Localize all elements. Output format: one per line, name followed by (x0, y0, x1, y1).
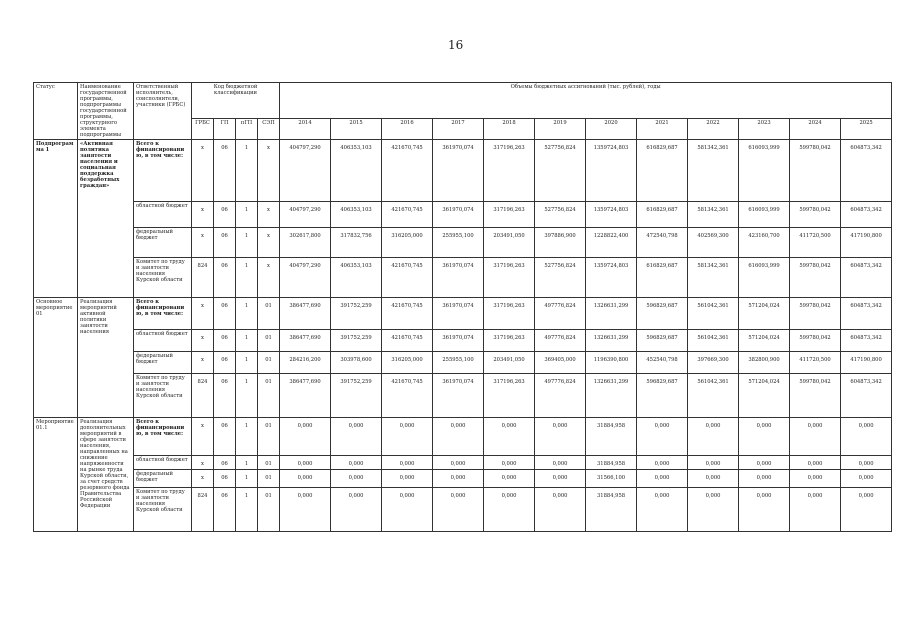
row-value: 581342,361 (688, 258, 739, 298)
row-gp: 06 (214, 470, 236, 488)
row-value: 0,000 (739, 488, 790, 532)
row-value: 0,000 (382, 418, 433, 456)
row-value: 404797,290 (280, 140, 331, 202)
row-value: 0,000 (484, 456, 535, 470)
row-value: 421670,745 (382, 374, 433, 418)
row-value: 616093,999 (739, 140, 790, 202)
row-value: 421670,745 (382, 202, 433, 228)
row-executor: Всего к финансированию, в том числе: (134, 298, 192, 330)
row-value: 596829,687 (637, 330, 688, 352)
row-value: 604873,342 (841, 330, 892, 352)
row-value: 386477,690 (280, 330, 331, 352)
row-value: 599780,042 (790, 258, 841, 298)
row-value: 561042,361 (688, 330, 739, 352)
table-row (34, 298, 892, 330)
row-value: 596829,687 (637, 298, 688, 330)
header-code: СЭП (258, 118, 280, 139)
row-sep: 01 (258, 298, 280, 330)
row-value: 0,000 (484, 488, 535, 532)
row-value: 317196,263 (484, 140, 535, 202)
row-value: 411720,500 (790, 228, 841, 258)
row-value: 581342,361 (688, 140, 739, 202)
row-value: 317832,756 (331, 228, 382, 258)
row-value: 421670,745 (382, 298, 433, 330)
row-value: 0,000 (433, 418, 484, 456)
row-value: 0,000 (433, 456, 484, 470)
header-status: Статус (34, 83, 78, 140)
row-executor: Всего к финансированию, в том числе: (134, 418, 192, 456)
row-value: 0,000 (280, 456, 331, 470)
row-value: 1326631,299 (586, 298, 637, 330)
header-year: 2021 (637, 118, 688, 139)
table-row (34, 456, 892, 470)
row-value: 616093,999 (739, 202, 790, 228)
row-name: Реализация мероприятий активной политики занятости населения (78, 298, 134, 418)
row-sep: 01 (258, 488, 280, 532)
row-value: 527756,824 (535, 140, 586, 202)
row-sep: х (258, 140, 280, 202)
table-row (34, 418, 892, 456)
header-year: 2015 (331, 118, 382, 139)
row-grbs: х (192, 330, 214, 352)
header-year: 2014 (280, 118, 331, 139)
row-executor: областной бюджет (134, 330, 192, 352)
row-value: 0,000 (841, 418, 892, 456)
row-value: 0,000 (535, 418, 586, 456)
row-value: 599780,042 (790, 202, 841, 228)
row-value: 417190,800 (841, 228, 892, 258)
row-grbs: 824 (192, 374, 214, 418)
row-grbs: х (192, 352, 214, 374)
row-value: 599780,042 (790, 374, 841, 418)
row-value: 411720,500 (790, 352, 841, 374)
row-value: 561042,361 (688, 298, 739, 330)
row-value: 31884,958 (586, 418, 637, 456)
row-sep: 01 (258, 470, 280, 488)
row-executor: Комитет по труду и занятости населения Курской области (134, 374, 192, 418)
row-value: 317196,263 (484, 330, 535, 352)
row-value: 406353,103 (331, 202, 382, 228)
row-sep: х (258, 258, 280, 298)
table-row (34, 330, 892, 352)
row-grbs: х (192, 470, 214, 488)
row-value: 581342,361 (688, 202, 739, 228)
row-value: 1326631,299 (586, 374, 637, 418)
row-executor: федеральный бюджет (134, 228, 192, 258)
row-value: 0,000 (688, 470, 739, 488)
table-row (34, 352, 892, 374)
row-value: 616829,687 (637, 258, 688, 298)
row-value: 361970,074 (433, 140, 484, 202)
row-value: 452540,798 (637, 352, 688, 374)
row-value: 497776,824 (535, 298, 586, 330)
row-value: 0,000 (484, 470, 535, 488)
row-value: 604873,342 (841, 374, 892, 418)
header-name: Наименование государственной программы, подпрограммы государственной программы, структурного элемента подпрограммы (78, 83, 134, 140)
row-executor: Комитет по труду и занятости населения Курской области (134, 488, 192, 532)
row-value: 255955,100 (433, 228, 484, 258)
row-pgp: 1 (236, 228, 258, 258)
row-value: 0,000 (688, 488, 739, 532)
header-year: 2018 (484, 118, 535, 139)
row-value: 316205,000 (382, 352, 433, 374)
row-grbs: 824 (192, 258, 214, 298)
row-value: 0,000 (637, 456, 688, 470)
row-executor: федеральный бюджет (134, 352, 192, 374)
row-value: 203491,050 (484, 352, 535, 374)
row-value: 382800,900 (739, 352, 790, 374)
row-status: Подпрограмма 1 (34, 140, 78, 298)
row-name: Реализация дополнительных мероприятий в сфере занятости населения, направленных на снижение напряженности на рынке труда Курской области, за счет средств резервного фонда Правительства Российской Федерации (78, 418, 134, 532)
row-value: 0,000 (790, 456, 841, 470)
table-row (34, 374, 892, 418)
row-gp: 06 (214, 352, 236, 374)
row-value: 0,000 (790, 470, 841, 488)
row-name: «Активная политика занятости населения и социальная поддержка безработных граждан» (78, 140, 134, 298)
row-value: 0,000 (280, 418, 331, 456)
row-value: 1326631,299 (586, 330, 637, 352)
row-value: 391752,259 (331, 330, 382, 352)
row-value: 404797,290 (280, 202, 331, 228)
table-row (34, 140, 892, 202)
row-executor: федеральный бюджет (134, 470, 192, 488)
row-value: 616829,687 (637, 140, 688, 202)
table-body (34, 140, 892, 532)
header-year: 2022 (688, 118, 739, 139)
row-value: 317196,263 (484, 298, 535, 330)
row-grbs: х (192, 202, 214, 228)
header-code: пГП (236, 118, 258, 139)
row-value: 0,000 (637, 488, 688, 532)
table-row (34, 202, 892, 228)
row-value: 571204,024 (739, 298, 790, 330)
row-value: 0,000 (739, 470, 790, 488)
row-pgp: 1 (236, 456, 258, 470)
row-value: 317196,263 (484, 202, 535, 228)
row-value: 527756,824 (535, 258, 586, 298)
row-value: 497776,824 (535, 374, 586, 418)
row-value: 0,000 (433, 488, 484, 532)
row-value: 1359724,803 (586, 140, 637, 202)
row-value: 571204,024 (739, 330, 790, 352)
row-value: 0,000 (688, 418, 739, 456)
row-sep: 01 (258, 352, 280, 374)
row-pgp: 1 (236, 202, 258, 228)
row-value: 0,000 (841, 470, 892, 488)
table-row (34, 470, 892, 488)
row-pgp: 1 (236, 488, 258, 532)
row-sep: 01 (258, 374, 280, 418)
table-row (34, 258, 892, 298)
row-value: 406353,103 (331, 258, 382, 298)
row-value: 0,000 (331, 488, 382, 532)
row-grbs: х (192, 456, 214, 470)
row-grbs: х (192, 140, 214, 202)
row-value: 31566,100 (586, 470, 637, 488)
row-pgp: 1 (236, 352, 258, 374)
row-value: 0,000 (331, 418, 382, 456)
row-value: 0,000 (688, 456, 739, 470)
row-value: 1359724,803 (586, 202, 637, 228)
row-value: 0,000 (280, 470, 331, 488)
row-value: 527756,824 (535, 202, 586, 228)
row-value: 0,000 (433, 470, 484, 488)
row-value: 31884,958 (586, 456, 637, 470)
row-gp: 06 (214, 258, 236, 298)
row-gp: 06 (214, 330, 236, 352)
header-year: 2016 (382, 118, 433, 139)
row-pgp: 1 (236, 140, 258, 202)
budget-table (33, 82, 892, 532)
row-value: 406353,103 (331, 140, 382, 202)
row-gp: 06 (214, 298, 236, 330)
row-grbs: х (192, 228, 214, 258)
row-value: 255955,100 (433, 352, 484, 374)
row-value: 386477,690 (280, 374, 331, 418)
row-value: 369405,000 (535, 352, 586, 374)
row-grbs: х (192, 298, 214, 330)
row-value: 571204,024 (739, 374, 790, 418)
row-value: 599780,042 (790, 330, 841, 352)
row-value: 0,000 (790, 488, 841, 532)
row-value: 0,000 (331, 456, 382, 470)
table-row (34, 228, 892, 258)
row-value: 616093,999 (739, 258, 790, 298)
row-value: 0,000 (637, 418, 688, 456)
row-value: 0,000 (280, 488, 331, 532)
page-number: 16 (448, 38, 464, 52)
row-status: Основное мероприятие 01 (34, 298, 78, 418)
row-value: 561042,361 (688, 374, 739, 418)
row-value: 472540,798 (637, 228, 688, 258)
row-pgp: 1 (236, 298, 258, 330)
header-year: 2017 (433, 118, 484, 139)
row-sep: х (258, 228, 280, 258)
row-executor: областной бюджет (134, 202, 192, 228)
header-year: 2025 (841, 118, 892, 139)
row-executor: областной бюджет (134, 456, 192, 470)
row-gp: 06 (214, 418, 236, 456)
table-row (34, 488, 892, 532)
header-year: 2019 (535, 118, 586, 139)
row-value: 402569,300 (688, 228, 739, 258)
row-value: 317196,263 (484, 374, 535, 418)
row-value: 604873,342 (841, 202, 892, 228)
row-pgp: 1 (236, 374, 258, 418)
header-year: 2024 (790, 118, 841, 139)
row-status: Мероприятие 01.1 (34, 418, 78, 532)
row-value: 599780,042 (790, 298, 841, 330)
header-code-group: Код бюджетной классификации (192, 83, 280, 119)
row-pgp: 1 (236, 470, 258, 488)
row-value: 0,000 (535, 488, 586, 532)
row-value: 599780,042 (790, 140, 841, 202)
row-value: 316205,000 (382, 228, 433, 258)
row-value: 0,000 (535, 470, 586, 488)
row-value: 0,000 (739, 456, 790, 470)
row-value: 616829,687 (637, 202, 688, 228)
header-code: ГП (214, 118, 236, 139)
row-gp: 06 (214, 456, 236, 470)
row-value: 284216,200 (280, 352, 331, 374)
row-value: 421670,745 (382, 258, 433, 298)
row-value: 0,000 (382, 456, 433, 470)
budget-table-container (33, 82, 891, 579)
row-value: 604873,342 (841, 298, 892, 330)
row-value: 391752,259 (331, 374, 382, 418)
row-value: 203491,050 (484, 228, 535, 258)
row-value: 0,000 (484, 418, 535, 456)
row-value: 1196390,800 (586, 352, 637, 374)
row-sep: 01 (258, 456, 280, 470)
row-value: 596829,687 (637, 374, 688, 418)
row-value: 361970,074 (433, 258, 484, 298)
row-value: 423160,700 (739, 228, 790, 258)
row-value: 386477,690 (280, 298, 331, 330)
row-value: 361970,074 (433, 298, 484, 330)
row-value: 397886,900 (535, 228, 586, 258)
header-year: 2023 (739, 118, 790, 139)
row-executor: Комитет по труду и занятости населения Курской области (134, 258, 192, 298)
row-gp: 06 (214, 488, 236, 532)
row-executor: Всего к финансированию, в том числе: (134, 140, 192, 202)
row-gp: 06 (214, 374, 236, 418)
header-executor: Ответственный исполнитель, соисполнители, участники (ГРБС) (134, 83, 192, 140)
header-year: 2020 (586, 118, 637, 139)
row-sep: 01 (258, 418, 280, 456)
row-gp: 06 (214, 228, 236, 258)
row-value: 0,000 (841, 456, 892, 470)
row-sep: 01 (258, 330, 280, 352)
row-value: 31884,958 (586, 488, 637, 532)
row-pgp: 1 (236, 258, 258, 298)
row-gp: 06 (214, 140, 236, 202)
row-value: 604873,342 (841, 258, 892, 298)
row-value: 0,000 (382, 488, 433, 532)
row-value: 0,000 (331, 470, 382, 488)
row-value: 361970,074 (433, 202, 484, 228)
header-code: ГРБС (192, 118, 214, 139)
row-value: 0,000 (739, 418, 790, 456)
row-value: 0,000 (382, 470, 433, 488)
row-value: 421670,745 (382, 330, 433, 352)
row-value: 1228822,400 (586, 228, 637, 258)
row-grbs: 824 (192, 488, 214, 532)
row-value: 0,000 (790, 418, 841, 456)
row-gp: 06 (214, 202, 236, 228)
row-value: 317196,263 (484, 258, 535, 298)
row-value: 0,000 (637, 470, 688, 488)
row-value: 404797,290 (280, 258, 331, 298)
row-grbs: х (192, 418, 214, 456)
row-value: 303978,600 (331, 352, 382, 374)
row-value: 0,000 (535, 456, 586, 470)
row-value: 302617,800 (280, 228, 331, 258)
row-value: 361970,074 (433, 374, 484, 418)
row-value: 421670,745 (382, 140, 433, 202)
row-value: 1359724,803 (586, 258, 637, 298)
header-volumes-group: Объемы бюджетных ассигнований (тыс. рублей), годы (280, 83, 892, 119)
row-pgp: 1 (236, 330, 258, 352)
row-value: 417190,800 (841, 352, 892, 374)
row-value: 361970,074 (433, 330, 484, 352)
row-sep: х (258, 202, 280, 228)
row-value: 397669,300 (688, 352, 739, 374)
row-value: 391752,259 (331, 298, 382, 330)
row-value: 497776,824 (535, 330, 586, 352)
row-pgp: 1 (236, 418, 258, 456)
row-value: 0,000 (841, 488, 892, 532)
row-value: 604873,342 (841, 140, 892, 202)
